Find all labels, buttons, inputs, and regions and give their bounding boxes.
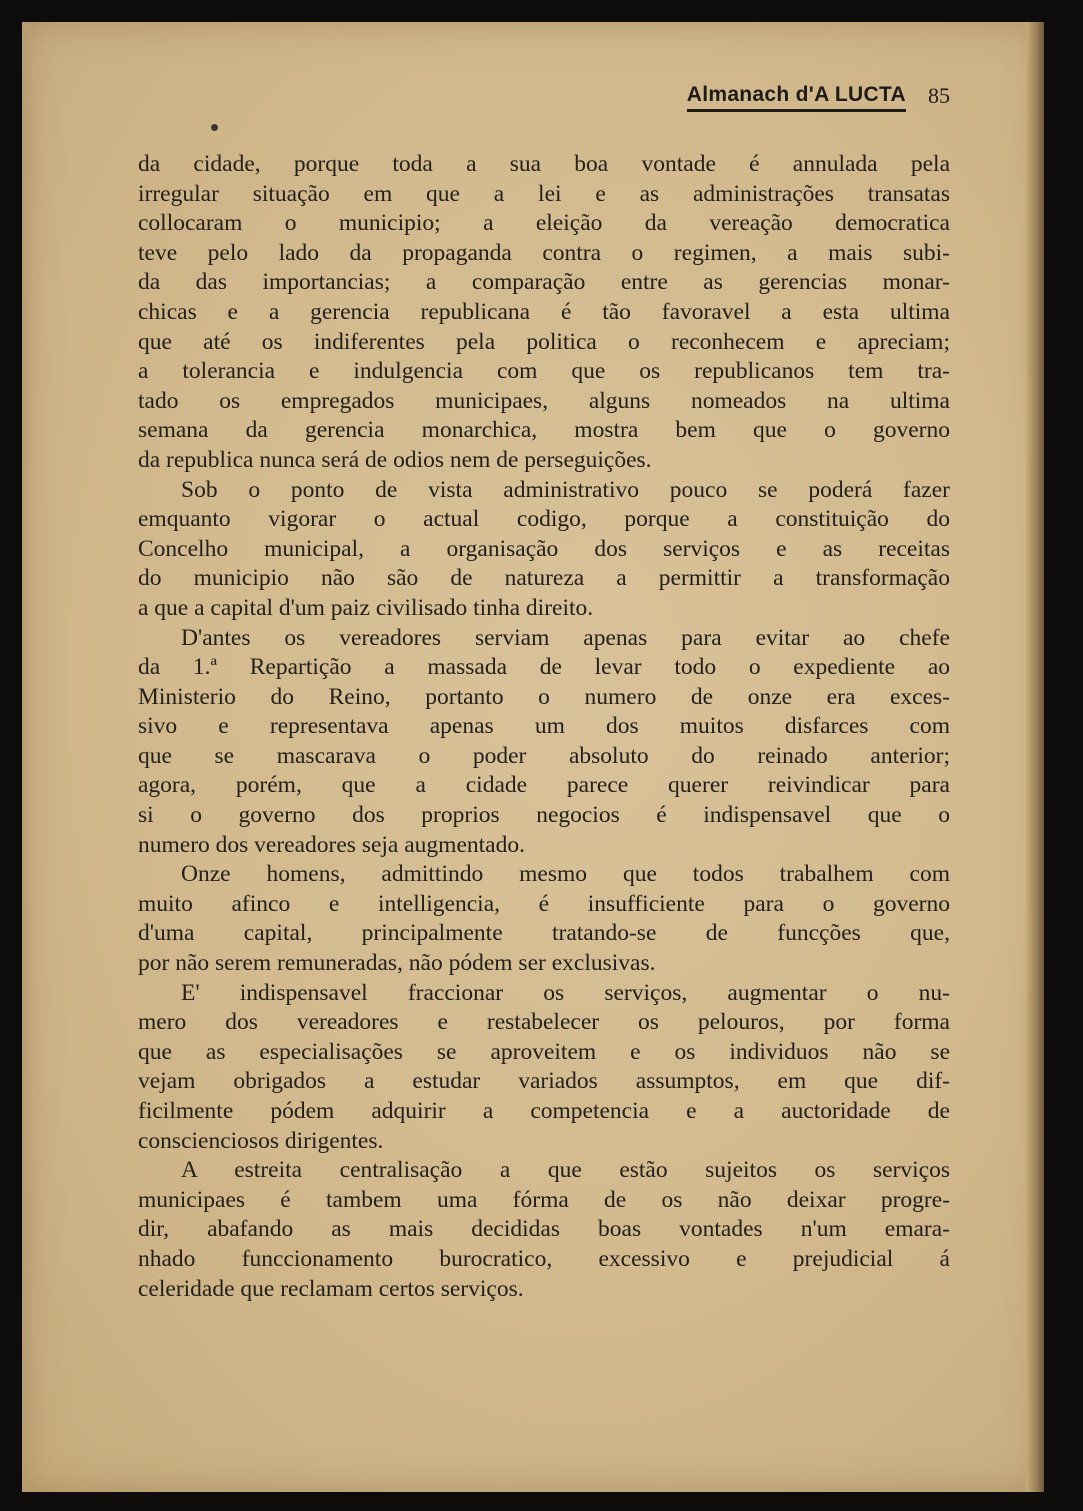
- book-spine: [1026, 22, 1044, 1492]
- ink-dot: [211, 124, 218, 131]
- text-line: irregular situação em que a lei e as administrações transatas: [138, 180, 950, 207]
- text-line: d'uma capital, principalmente tratando-se de funcções que,: [138, 920, 950, 947]
- text-line: da republica nunca será de odios nem de perseguições.: [138, 446, 652, 473]
- text-line: A estreita centralisação a que estão sujeitos os serviços: [181, 1157, 950, 1184]
- page-left-edge: [22, 22, 32, 1492]
- text-line: E' indispensavel fraccionar os serviços, augmentar o nu-: [181, 979, 950, 1006]
- body-text: [138, 150, 950, 1304]
- text-line: sivo e representava apenas um dos muitos disfarces com: [138, 713, 950, 740]
- text-line: chicas e a gerencia republicana é tão favoravel a esta ultima: [138, 298, 950, 325]
- text-line: Concelho municipal, a organisação dos serviços e as receitas: [138, 535, 950, 562]
- text-line: Sob o ponto de vista administrativo pouco se poderá fazer: [181, 476, 950, 503]
- running-header: [138, 83, 950, 119]
- text-line: da das importancias; a comparação entre as gerencias monar-: [138, 269, 950, 296]
- text-line: celeridade que reclamam certos serviços.: [138, 1275, 524, 1302]
- text-line: semana da gerencia monarchica, mostra bem que o governo: [138, 417, 950, 444]
- text-line: muito afinco e intelligencia, é insufficiente para o governo: [138, 890, 950, 917]
- text-line: a que a capital d'um paiz civilisado tinha direito.: [138, 594, 594, 621]
- text-line: numero dos vereadores seja augmentado.: [138, 831, 525, 858]
- header-title: Almanach d'A LUCTA: [687, 83, 906, 112]
- text-line: collocaram o municipio; a eleição da vereação democratica: [138, 210, 950, 237]
- text-line: teve pelo lado da propaganda contra o regimen, a mais subi-: [138, 239, 950, 266]
- text-line: por não serem remuneradas, não pódem ser exclusivas.: [138, 950, 656, 977]
- text-line: dir, abafando as mais decididas boas vontades n'um emara-: [138, 1216, 950, 1243]
- text-line: da 1.ª Repartição a massada de levar todo o expediente ao: [138, 654, 950, 681]
- text-line: D'antes os vereadores serviam apenas para evitar ao chefe: [181, 624, 950, 651]
- text-line: a tolerancia e indulgencia com que os republicanos tem tra-: [138, 358, 950, 385]
- text-line: nhado funccionamento burocratico, excessivo e prejudicial á: [138, 1245, 950, 1272]
- text-line: vejam obrigados a estudar variados assumptos, em que dif-: [138, 1068, 950, 1095]
- text-line: agora, porém, que a cidade parece querer reivindicar para: [138, 772, 950, 799]
- text-line: do municipio não são de natureza a permittir a transformação: [138, 565, 950, 592]
- text-line: conscienciosos dirigentes.: [138, 1127, 384, 1154]
- text-line: si o governo dos proprios negocios é indispensavel que o: [138, 802, 950, 829]
- text-line: que se mascarava o poder absoluto do reinado anterior;: [138, 742, 950, 769]
- text-line: Ministerio do Reino, portanto o numero de onze era exces-: [138, 683, 950, 710]
- text-line: tado os empregados municipaes, alguns nomeados na ultima: [138, 387, 950, 414]
- text-line: Onze homens, admittindo mesmo que todos trabalhem com: [181, 861, 950, 888]
- text-line: da cidade, porque toda a sua boa vontade é annulada pela: [138, 151, 950, 177]
- page-number: 85: [928, 83, 950, 108]
- text-line: que até os indiferentes pela politica o reconhecem e apreciam;: [138, 328, 950, 355]
- text-line: municipaes é tambem uma fórma de os não deixar progre-: [138, 1186, 950, 1213]
- text-line: ficilmente pódem adquirir a competencia e a auctoridade de: [138, 1098, 950, 1124]
- text-line: mero dos vereadores e restabelecer os pelouros, por forma: [138, 1009, 950, 1036]
- text-line: que as especialisações se aproveitem e os individuos não se: [138, 1038, 950, 1065]
- text-line: emquanto vigorar o actual codigo, porque a constituição do: [138, 506, 950, 533]
